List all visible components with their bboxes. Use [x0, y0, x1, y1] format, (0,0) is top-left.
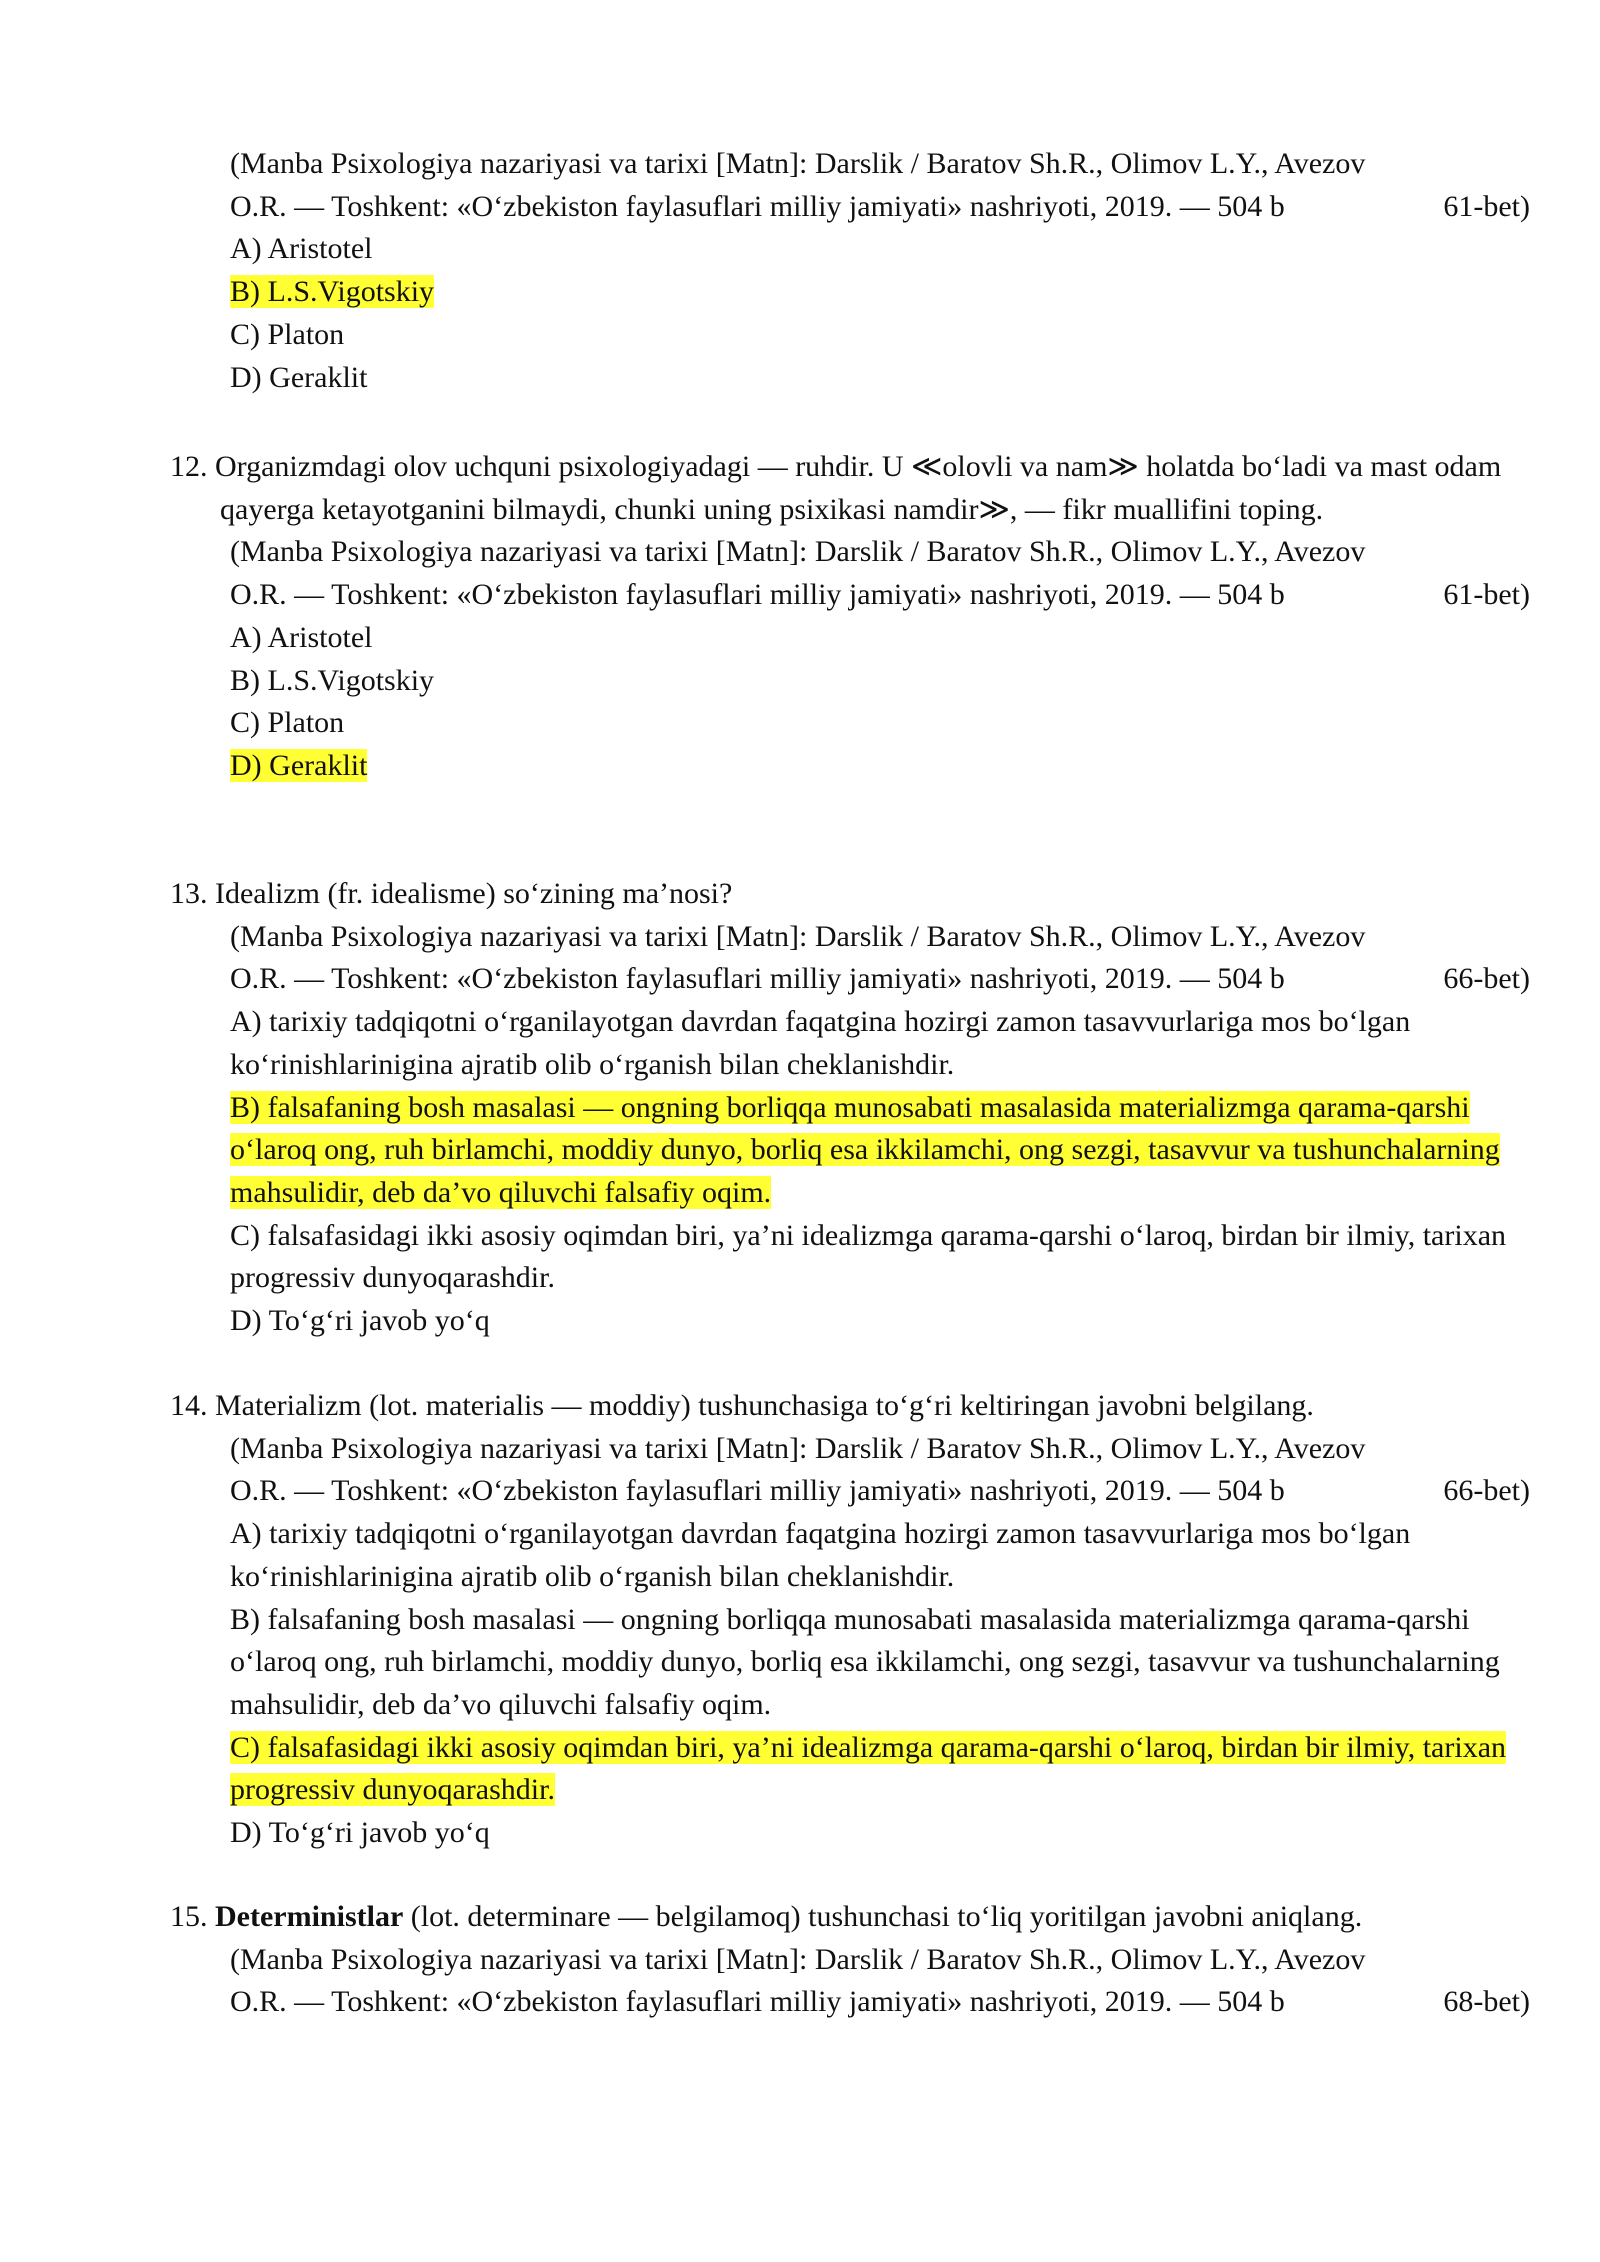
source-line-2: O.R. — Toshkent: «O‘zbekiston faylasuflari milliy jamiyati» nashriyoti, 2019. — 504 b: [230, 962, 1285, 996]
question-text: [170, 446, 1520, 531]
option-c: C) Platon: [230, 706, 345, 740]
correct-answer-highlight: B) falsafaning bosh masalasi — ongning borliqqa munosabati masalasida materializmga qarama-qarshi o‘laroq ong, ruh birlamchi, moddiy dunyo, borliq esa ikkilamchi, ong sezgi, tasavvur va tushunchalarning mahsulidir, deb da’vo qiluvchi falsafiy oqim.: [230, 1090, 1500, 1209]
question-text: [170, 1896, 1520, 1939]
source-line-1: (Manba Psixologiya nazariyasi va tarixi [Matn]: Darslik / Baratov Sh.R., Olimov L.Y., Avezov: [230, 1942, 1366, 1976]
correct-answer-highlight: D) Geraklit: [230, 748, 368, 782]
option-b: B) L.S.Vigotskiy: [230, 663, 435, 697]
question-15: [170, 1896, 1530, 2024]
source-citation: [170, 531, 1530, 616]
option-a: A) Aristotel: [230, 620, 373, 654]
source-line-1: (Manba Psixologiya nazariyasi va tarixi [Matn]: Darslik / Baratov Sh.R., Olimov L.Y., Avezov: [230, 147, 1366, 180]
source-line-1: (Manba Psixologiya nazariyasi va tarixi [Matn]: Darslik / Baratov Sh.R., Olimov L.Y., Avezov: [230, 1431, 1366, 1465]
option-d: D) To‘g‘ri javob yo‘q: [230, 1816, 490, 1850]
option-d-correct: [170, 745, 1520, 788]
correct-answer-highlight: C) falsafasidagi ikki asosiy oqimdan biri, ya’ni idealizmga qarama-qarshi o‘laroq, birdan bir ilmiy, tarixan progressiv dunyoqarashdir.: [230, 1730, 1507, 1807]
option-a: A) tarixiy tadqiqotni o‘rganilayotgan davrdan faqatgina hozirgi zamon tasavvurlariga mos bo‘lgan ko‘rinishlariniginа ajratib olib o‘rganish bilan cheklanishdir.: [230, 1517, 1411, 1593]
source-line-1: (Manba Psixologiya nazariyasi va tarixi [Matn]: Darslik / Baratov Sh.R., Olimov L.Y., Avezov: [230, 535, 1366, 569]
question-number: 14.: [170, 1389, 208, 1422]
source-citation: [170, 143, 1530, 228]
option-d: D) Geraklit: [230, 360, 368, 394]
source-citation: [170, 1939, 1530, 2024]
source-line-2: O.R. — Toshkent: «O‘zbekiston faylasuflari milliy jamiyati» nashriyoti, 2019. — 504 b: [230, 578, 1285, 612]
question-body: Organizmdagi olov uchquni psixologiyadagi — ruhdir. U ≪olovli va nam≫ holatda bo‘ladi va mast odam qayerga ketayotganini bilmaydi, chunki uning psixikasi namdir≫, — fikr muallifini toping.: [215, 450, 1502, 526]
option-a: A) Aristotel: [230, 232, 373, 266]
source-line-2: O.R. — Toshkent: «O‘zbekiston faylasuflari milliy jamiyati» nashriyoti, 2019. — 504 b: [230, 1985, 1285, 2019]
option-b-correct: [170, 1087, 1520, 1215]
question-number: 13.: [170, 877, 208, 910]
question-12: [170, 446, 1530, 788]
option-b: B) falsafaning bosh masalasi — ongning borliqqa munosabati masalasida materializmga qarama-qarshi o‘laroq ong, ruh birlamchi, moddiy dunyo, borliq esa ikkilamchi, ong sezgi, tasavvur va tushunchalarning mahsulidir, deb da’vo qiluvchi falsafiy oqim.: [230, 1602, 1500, 1721]
question-term: Deterministlar: [215, 1900, 404, 1933]
page-reference: 68-bet): [1443, 1985, 1530, 2019]
page-reference: 66-bet): [1443, 962, 1530, 996]
source-citation: [170, 1428, 1530, 1513]
option-c-correct: [170, 1727, 1520, 1812]
question-text: [170, 873, 1520, 916]
source-citation: [170, 916, 1530, 1001]
question-14: [170, 1385, 1530, 1855]
question-body: Idealizm (fr. idealisme) so‘zining ma’nosi?: [215, 877, 733, 910]
question-number: 12.: [170, 450, 208, 483]
option-b-correct: [170, 271, 1520, 314]
page-reference: 61-bet): [1443, 578, 1530, 612]
option-d: D) To‘g‘ri javob yo‘q: [230, 1304, 490, 1338]
correct-answer-highlight: B) L.S.Vigotskiy: [230, 275, 435, 309]
question-text: [170, 1385, 1520, 1428]
question-11-continuation: [170, 143, 1530, 399]
question-body: (lot. determinare — belgilamoq) tushunchasi to‘liq yoritilgan javobni aniqlang.: [403, 1900, 1363, 1933]
option-c: C) Platon: [230, 317, 345, 351]
page-reference: 61-bet): [1443, 189, 1530, 223]
source-line-2: O.R. — Toshkent: «O‘zbekiston faylasuflari milliy jamiyati» nashriyoti, 2019. — 504 b: [230, 1474, 1285, 1508]
question-number: 15.: [170, 1900, 208, 1933]
option-c: C) falsafasidagi ikki asosiy oqimdan biri, ya’ni idealizmga qarama-qarshi o‘laroq, birdan bir ilmiy, tarixan progressiv dunyoqarashdir.: [230, 1218, 1507, 1295]
source-line-1: (Manba Psixologiya nazariyasi va tarixi [Matn]: Darslik / Baratov Sh.R., Olimov L.Y., Avezov: [230, 919, 1366, 953]
source-line-2: O.R. — Toshkent: «O‘zbekiston faylasuflari milliy jamiyati» nashriyoti, 2019. — 504 b: [230, 189, 1285, 223]
page-reference: 66-bet): [1443, 1474, 1530, 1508]
option-a: A) tarixiy tadqiqotni o‘rganilayotgan davrdan faqatgina hozirgi zamon tasavvurlariga mos bo‘lgan ko‘rinishlariniginа ajratib olib o‘rganish bilan cheklanishdir.: [230, 1005, 1411, 1081]
question-13: [170, 873, 1530, 1343]
question-body: Materializm (lot. materialis — moddiy) tushunchasiga to‘g‘ri keltiringan javobni belgilang.: [215, 1389, 1314, 1422]
